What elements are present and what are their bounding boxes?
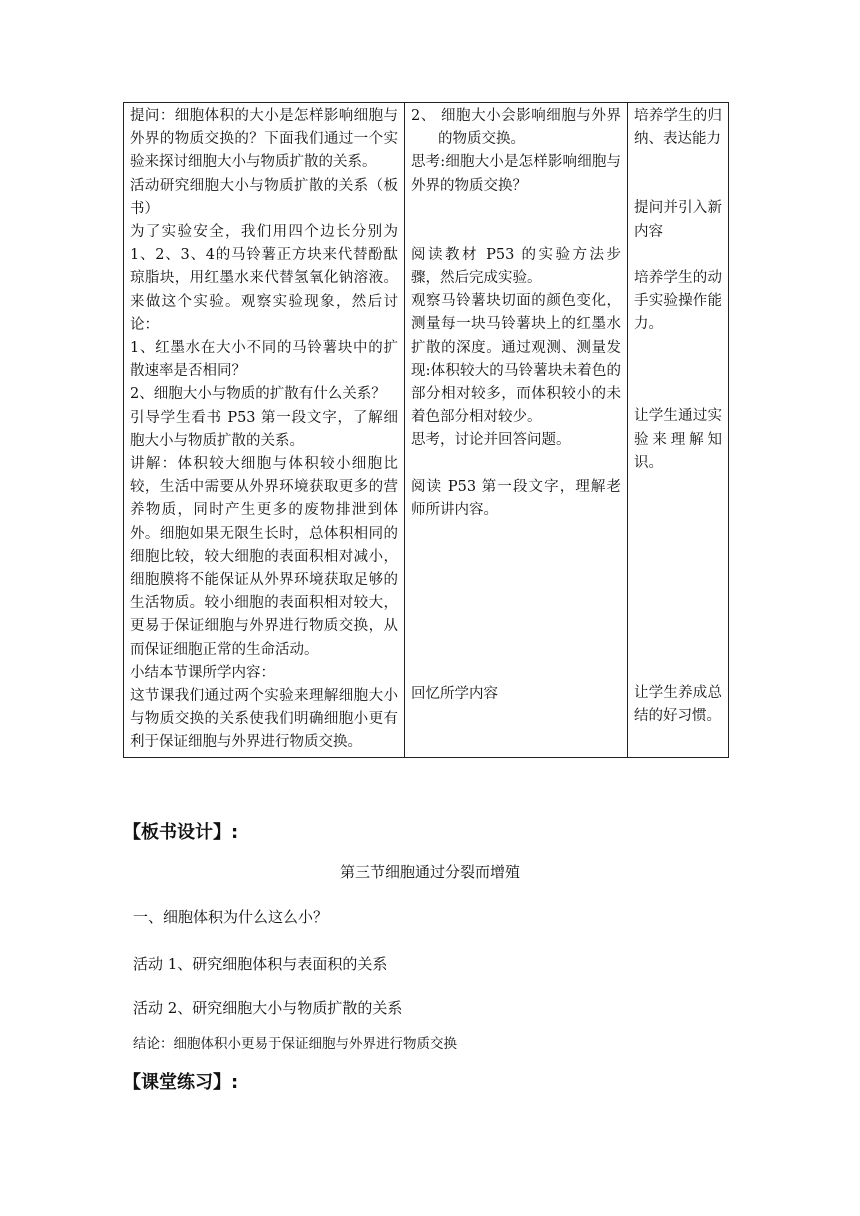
student-text: 阅读 P53 第一段文字，理解老师所讲内容。 — [411, 478, 621, 518]
intent-text: 培养学生的归纳、表达能力 — [634, 108, 722, 148]
student-text: 思考，讨论并回答问题。 — [411, 432, 571, 449]
teacher-text: 活动研究细胞大小与物质扩散的关系（板书） — [130, 177, 398, 217]
board-line: 活动 1、研究细胞体积与表面积的关系 — [133, 955, 388, 973]
intent-text: 让学生养成总结的好习惯。 — [634, 685, 722, 725]
student-text: 思考:细胞大小是怎样影响细胞与外界的物质交换？ — [411, 154, 621, 194]
student-text: 回忆所学内容 — [411, 686, 498, 703]
teacher-text: 这节课我们通过两个实验来理解细胞大小与物质交换的关系使我们明确细胞小更有利于保证细胞与外界进行物质交换。 — [130, 688, 398, 751]
student-activity-cell — [405, 103, 628, 758]
teacher-text: 为了实验安全，我们用四个边长分别为1、2、3、4的马铃薯正方块来代替酚酞琼脂块，用红墨水来代替氢氧化钠溶液。来做这个实验。观察实验现象，然后讨论： — [130, 224, 398, 333]
design-intent-cell — [628, 103, 729, 758]
intent-text: 让学生通过实验来理解知识。 — [634, 408, 722, 471]
intent-text: 培养学生的动手实验操作能力。 — [634, 269, 722, 333]
teacher-text: 引导学生看书 P53 第一段文字，了解细胞大小与物质扩散的关系。 — [130, 409, 398, 449]
lesson-table — [123, 102, 729, 758]
student-text: 观察马铃薯块切面的颜色变化，测量每一块马铃薯块上的红墨水扩散的深度。通过观测、测量发现:体积较大的马铃薯块未着色的部分相对较多，而体积较小的未着色部分相对较少。 — [411, 293, 621, 426]
teacher-text: 2、细胞大小与物质的扩散有什么关系？ — [130, 386, 386, 403]
intent-text: 提问并引入新内容 — [634, 200, 722, 240]
student-text: 阅读教材 P53 的实验方法步骤，然后完成实验。 — [411, 246, 621, 287]
teacher-activity-cell — [124, 103, 405, 758]
teacher-text: 小结本节课所学内容： — [130, 664, 275, 681]
teacher-text: 提问：细胞体积的大小是怎样影响细胞与外界的物质交换的？下面我们通过一个实验来探讨细胞大小与物质扩散的关系。 — [130, 108, 398, 171]
board-title: 第三节细胞通过分裂而增殖 — [339, 863, 520, 881]
student-text: 2、 细胞大小会影响细胞与外界的物质交换。 — [411, 108, 621, 148]
teacher-text: 讲解：体积较大细胞与体积较小细胞比较，生活中需要从外界环境获取更多的营养物质，同时产生更多的废物排泄到体外。细胞如果无限生长时，总体积相同的细胞比较，较大细胞的表面积相对减小，细胞膜将不能保证从外界环境获取足够的生活物质。较小细胞的表面积相对较大，更易于保证细胞与外界进行物质交换，从而保证细胞正常的生命活动。 — [130, 456, 398, 658]
board-line: 活动 2、研究细胞大小与物质扩散的关系 — [133, 999, 403, 1017]
table-row — [124, 103, 729, 758]
practice-heading: 【课堂练习】: — [123, 1072, 239, 1093]
board-design-heading: 【板书设计】: — [123, 822, 239, 843]
board-conclusion: 结论：细胞体积小更易于保证细胞与外界进行物质交换 — [133, 1036, 457, 1052]
board-line: 一、细胞体积为什么这么小？ — [133, 908, 329, 926]
teacher-text: 1、红墨水在大小不同的马铃薯块中的扩散速率是否相同？ — [130, 340, 398, 380]
